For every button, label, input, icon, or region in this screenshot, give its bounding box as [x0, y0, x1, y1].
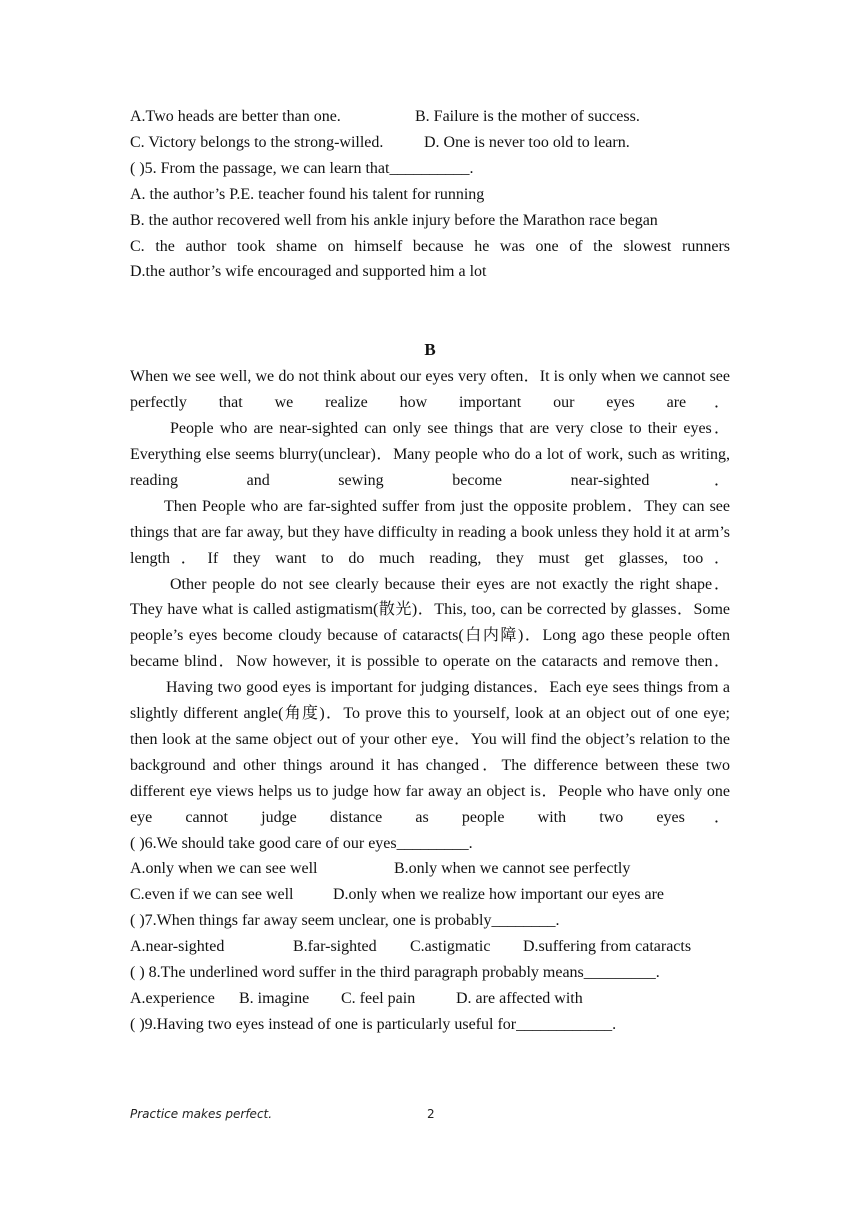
q4-option-a: A.Two heads are better than one.: [130, 108, 341, 125]
q7-option-c: C.astigmatic: [410, 938, 491, 956]
q7-stem: ( )7.When things far away seem unclear, one is probably________.: [130, 912, 560, 930]
passage-paragraph-4: Other people do not see clearly because their eyes are not exactly the right shape．They have what is called astigmatism(散光)．This, too, can be corrected by glasses．Some people’s eyes become cloudy because of cataracts(白内障)．Long ago these people often became blind．Now however, it is possible to operate on the cataracts and remove then．: [130, 575, 730, 671]
q5-stem: ( )5. From the passage, we can learn that__________.: [130, 159, 474, 177]
passage-paragraph-2: People who are near-sighted can only see things that are very close to their eyes．Everything else seems blurry(unclear)．Many people who do a lot of work, such as writing, reading and sewing become near-sighted．: [130, 420, 731, 489]
q7-option-a: A.near-sighted: [130, 938, 225, 956]
q8-stem: ( ) 8.The underlined word suffer in the third paragraph probably means_________.: [130, 964, 660, 982]
q6-option-a: A.only when we can see well: [130, 860, 318, 878]
q8-options-row: [130, 986, 730, 1012]
q6-option-d: D.only when we realize how important our eyes are: [333, 886, 664, 904]
q6-options-row-2: [130, 882, 730, 908]
q8-option-c: C. feel pain: [341, 990, 416, 1007]
passage-paragraph-5: Having two good eyes is important for judging distances．Each eye sees things from a slightly different angle(角度)．To prove this to yourself, look at an object out of one eye; then look at the same object out of your other eye．You will find the object’s relation to the background and other things around it has changed．The difference between these two different eye views helps us to judge how far away an object is．People who have only one eye cannot judge distance as people with two eyes．: [130, 679, 730, 826]
page-number: 2: [427, 1107, 435, 1121]
passage-paragraph-1: When we see well, we do not think about our eyes very often．It is only when we cannot see perfectly that we realize how important our eyes are．: [130, 368, 730, 412]
q5-option-d: D.the author’s wife encouraged and supported him a lot: [130, 263, 487, 281]
footer-motto: Practice makes perfect.: [130, 1107, 273, 1121]
q7-option-b: B.far-sighted: [293, 938, 377, 956]
q4-option-b: B. Failure is the mother of success.: [415, 108, 640, 125]
q8-option-b: B. imagine: [239, 990, 310, 1007]
q4-option-c: C. Victory belongs to the strong-willed.: [130, 133, 384, 151]
q7-options-row: [130, 934, 730, 960]
q4-option-d: D. One is never too old to learn.: [424, 133, 630, 151]
q4-options-row-1: [130, 104, 730, 130]
q8-option-a: A.experience: [130, 990, 215, 1007]
section-gap: [130, 285, 730, 337]
q6-option-c: C.even if we can see well: [130, 886, 294, 904]
q6-options-row-1: [130, 856, 730, 882]
q5-option-a: A. the author’s P.E. teacher found his talent for running: [130, 185, 485, 203]
q5-option-c: C. the author took shame on himself because he was one of the slowest runners: [130, 237, 730, 255]
q7-option-d: D.suffering from cataracts: [523, 938, 692, 956]
q9-stem: ( )9.Having two eyes instead of one is particularly useful for____________.: [130, 1015, 617, 1033]
q4-options-row-2: [130, 130, 730, 156]
q6-stem: ( )6.We should take good care of our eyes_________.: [130, 834, 473, 852]
page-content: [130, 104, 730, 1038]
passage-paragraph-3: Then People who are far-sighted suffer from just the opposite problem．They can see things that are far away, but they have difficulty in reading a book unless they hold it at arm’s length．If they want to do much reading, they must get glasses, too．: [130, 497, 730, 567]
q6-option-b: B.only when we cannot see perfectly: [394, 860, 631, 878]
q8-option-d: D. are affected with: [456, 990, 583, 1007]
q5-option-b: B. the author recovered well from his ankle injury before the Marathon race began: [130, 211, 658, 229]
section-heading: B: [424, 340, 436, 360]
